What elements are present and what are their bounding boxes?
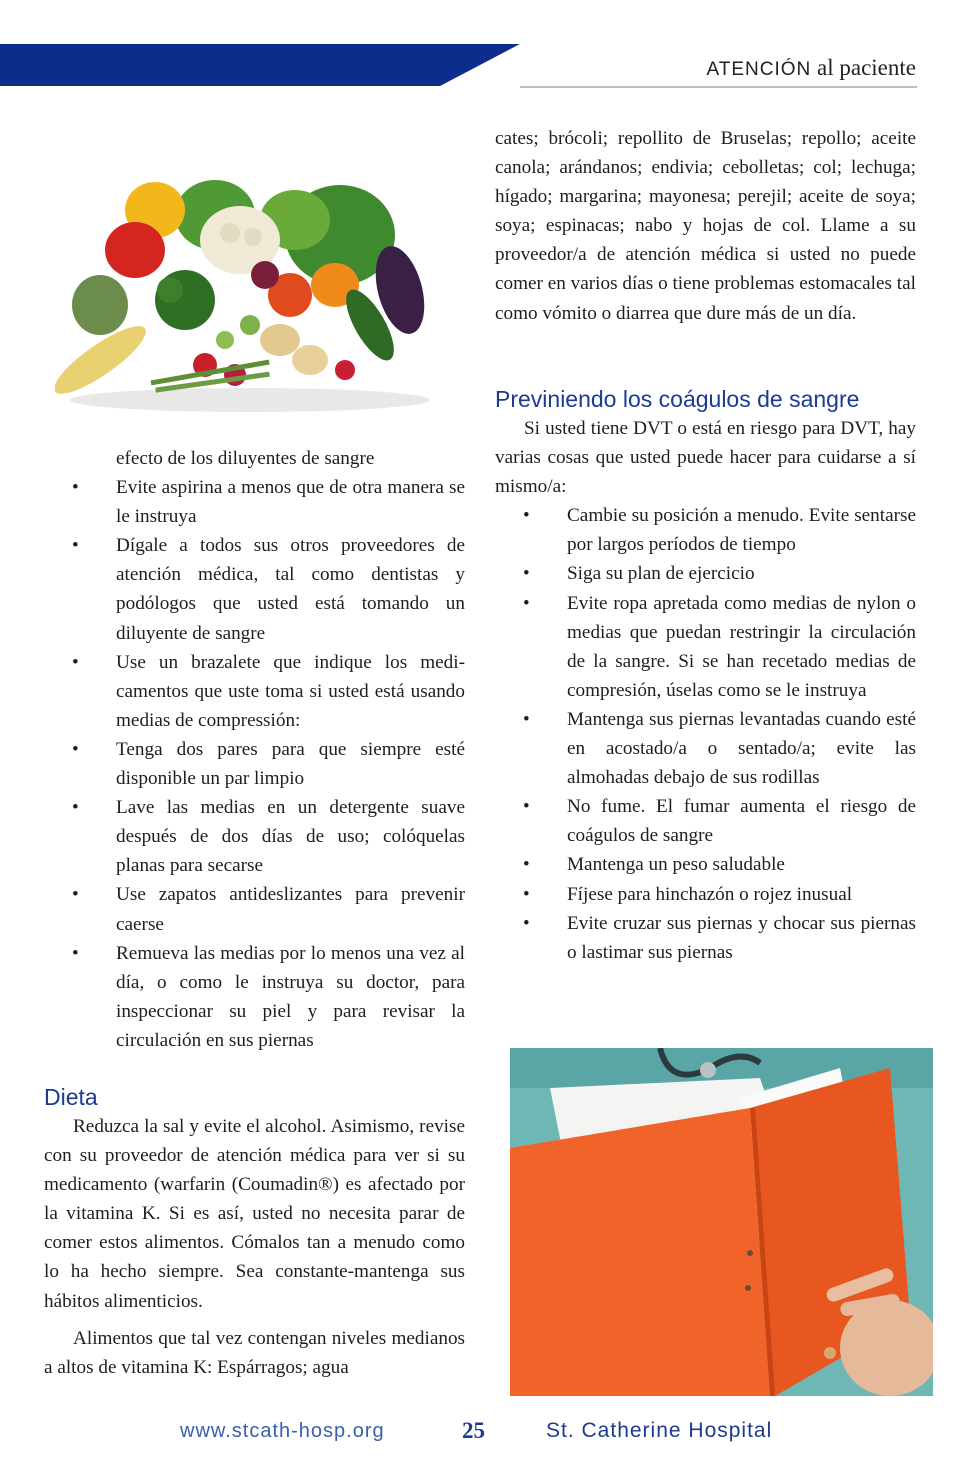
section-title: ATENCIÓN al paciente: [706, 55, 916, 80]
page-number: 25: [462, 1418, 485, 1443]
list-item: • Use zapatos antideslizantes para prevenir caerse: [44, 880, 465, 938]
list-item: • No fume. El fumar aumenta el riesgo de coágulos de sangre: [495, 792, 916, 850]
list-item: • Dígale a todos sus otros proveedores de atención médica, tal como dentistas y podólogos que usted está tomando un diluyente de sangre: [44, 531, 465, 647]
clot-prevention-list: [495, 501, 916, 967]
list-item: • Evite ropa apretada como medias de nylon o medias que puedan restringir la circulación de la sangre. Si se han recetado medias de compresión, úselas como se le instruya: [495, 589, 916, 705]
vegetables-photo: [55, 165, 440, 415]
website-link[interactable]: www.stcath-hosp.org: [180, 1420, 385, 1442]
list-item: • Mantenga sus piernas levantadas cuando esté en acostado/a o sentado/a; evite las almohadas debajo de sus rodillas: [495, 705, 916, 792]
list-item: • Evite cruzar sus piernas y chocar sus piernas o lastimar sus piernas: [495, 909, 916, 967]
clot-prevention-intro: Si usted tiene DVT o está en riesgo para DVT, hay varias cosas que usted puede hacer para cuidarse a sí mismo/a:: [495, 418, 916, 498]
right-column-top: [495, 124, 916, 328]
food-list-continuation: cates; brócoli; repollito de Bruselas; repollo; aceite canola; arándanos; endivia; cebolletas; col; lechuga; hígado; margarina; mayonesa; perejil; aceite de soya; soya; espinacas; nabo y hojas de col. Llame a su proveedor/a de atención médica si usted no puede comer en varios días o tiene problemas estomacales tal como vómito o diarrea que dure más de un día.: [495, 128, 916, 324]
header-rule: [520, 86, 917, 88]
clot-prevention-heading: Previniendo los coágulos de sangre: [495, 386, 860, 412]
list-item: • Mantenga un peso saludable: [495, 850, 916, 879]
list-item: • Remueva las medias por lo menos una vez al día, o como le instruya su doctor, para inspeccionar su piel y para revisar la circulación en sus piernas: [44, 939, 465, 1055]
list-item: • Tenga dos pares para que siempre esté disponible un par limpio: [44, 735, 465, 793]
right-column-bottom: [495, 384, 916, 967]
blood-thinner-list: [44, 473, 465, 1055]
list-item: • Use un brazalete que indique los medicamentos que uste toma si usted está usando medias de compressión:: [44, 648, 465, 735]
list-item: • Evite aspirina a menos que de otra manera se le instruya: [44, 473, 465, 531]
list-item: • Siga su plan de ejercicio: [495, 559, 916, 588]
list-continuation: efecto de los diluyentes de sangre: [116, 448, 375, 469]
diet-heading: Dieta: [44, 1084, 98, 1110]
list-item: • Cambie su posición a menudo. Evite sentarse por largos períodos de tiempo: [495, 501, 916, 559]
doctor-with-folder-photo: [510, 1048, 933, 1396]
diet-paragraph: Reduzca la sal y evite el alcohol. Asimismo, revise con su proveedor de atención médica para ver si su medicamento (warfarin (Coumadin®) es afectado por la vitamina K. Si es así, usted no necesita parar de comer estos alimentos. Cómalos tan a menudo como lo ha hecho siempre. Sea constante-mantenga sus hábitos alimenticios.: [44, 1116, 465, 1312]
left-column: [44, 444, 465, 1055]
list-item: • Lave las medias en un detergente suave después de dos días de uso; colóquelas planas para secarse: [44, 793, 465, 880]
hospital-name: St. Catherine Hospital: [546, 1419, 773, 1442]
diet-paragraph: Alimentos que tal vez contengan niveles medianos a altos de vitamina K: Espárragos; agua: [44, 1327, 465, 1378]
list-item: • Fíjese para hinchazón o rojez inusual: [495, 880, 916, 909]
diet-section: [44, 1082, 465, 1382]
